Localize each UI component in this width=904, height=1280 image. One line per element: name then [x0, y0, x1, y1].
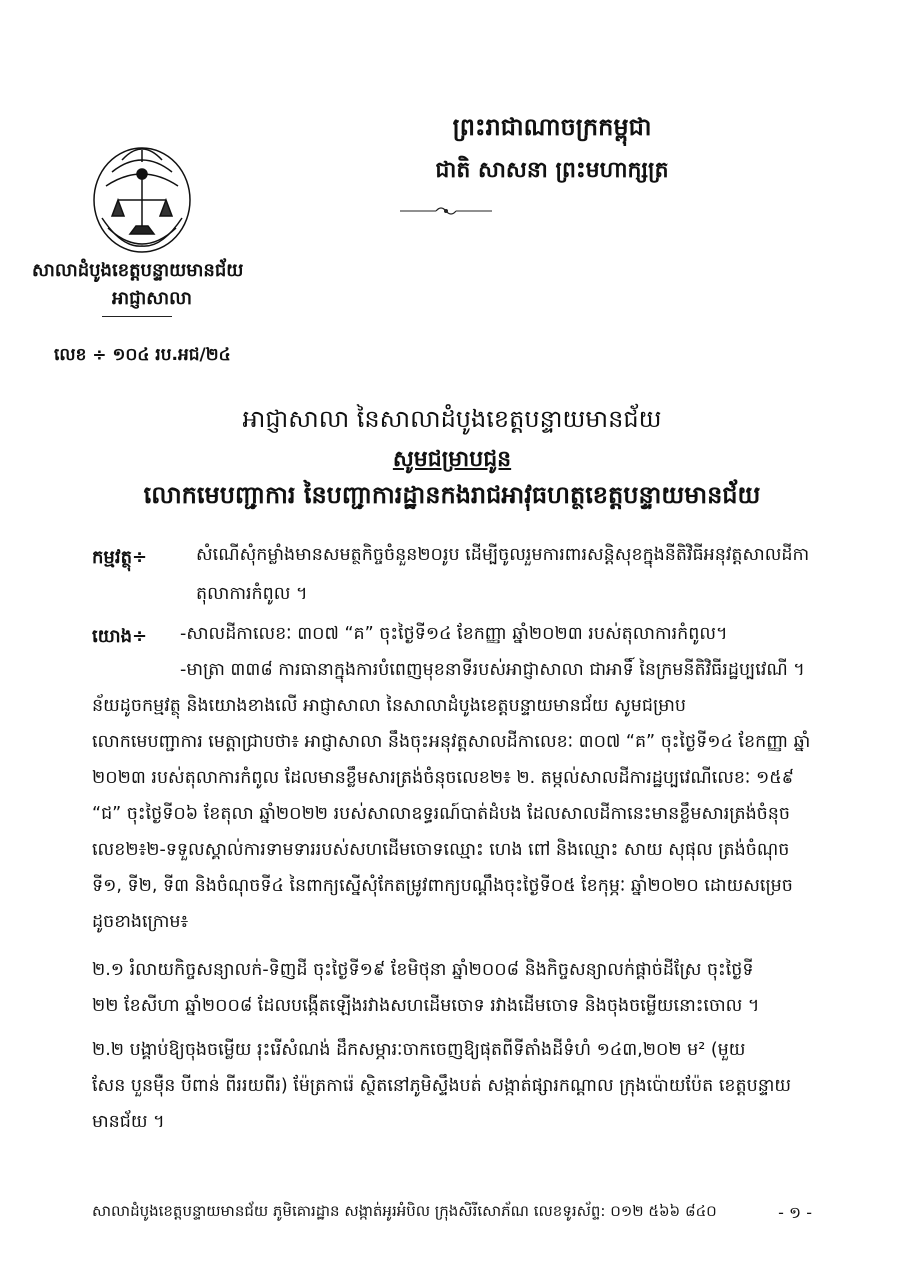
subject-label: កម្មវត្ថុ÷	[92, 547, 148, 568]
reference-label: យោង÷	[92, 626, 148, 647]
footer-address: សាលាដំបូងខេត្តបន្ទាយមានជ័យ ភូមិគោរដ្ឋាន សង្កាត់អូរអំបិល ក្រុងសិរីសោភ័ណ លេខទូរស័ព្ទ: ០១២ ៥៦៦ ៨៤០	[92, 1202, 717, 1220]
document-number: លេខ ÷ ១០៤ រប.អជ/២៤	[54, 345, 231, 365]
body-line: ២២ ខែសីហា ឆ្នាំ២០០៨ ដែលបង្កើតឡើងរវាងសហដើមចោទ រវាងដើមចោទ និងចុងចម្លើយនោះចោល ។	[92, 996, 760, 1016]
reference-item-2: -មាត្រា ៣៣៨ ការធានាក្នុងការបំពេញមុខនាទីរបស់អាជ្ញាសាលា ជាអាទិ៍ នៃក្រមនីតិវិធីរដ្ឋប្បវេណី ។	[180, 660, 805, 680]
ornament-divider-icon	[400, 204, 492, 218]
body-line: លោកមេបញ្ជាការ មេត្តាជ្រាបថា៖ អាជ្ញាសាលា នឹងចុះអនុវត្តសាលដីកាលេខៈ ៣០៧ “គ” ចុះថ្ងៃទី១៤ ខែកញ្ញា ឆ្នាំ	[92, 732, 811, 752]
court-emblem-icon	[82, 138, 202, 258]
reference-item-1: -សាលដីកាលេខៈ ៣០៧ “គ” ចុះថ្ងៃទី១៤ ខែកញ្ញា ឆ្នាំ២០២៣ របស់តុលាការកំពូល។	[180, 624, 728, 644]
national-motto: ជាតិ សាសនា ព្រះមហាក្សត្រ	[435, 158, 669, 183]
body-line: លេខ២៖២-ទទួលស្គាល់ការទាមទាររបស់សហដើមចោទឈ្មោះ ហេង ពៅ និងឈ្មោះ សាយ សុផុល ត្រង់ចំណុច	[92, 840, 790, 860]
court-name: សាលាដំបូងខេត្តបន្ទាយមានជ័យ	[32, 260, 244, 281]
body-line: ដូចខាងក្រោម៖	[92, 912, 189, 932]
body-line: មានជ័យ ។	[92, 1112, 165, 1132]
salutation: សូមជម្រាបជូន	[392, 447, 512, 472]
office-name: អាជ្ញាសាលា	[112, 288, 192, 309]
divider	[102, 316, 172, 317]
subject-line-2: តុលាការកំពូល ។	[196, 584, 308, 604]
subject-line-1: សំណើសុំកម្លាំងមានសមត្ថកិច្ចចំនួន២០រូប ដើម្បីចូលរួមការពារសន្តិសុខក្នុងនីតិវិធីអនុវត្តសាលដីកា	[196, 545, 810, 565]
body-line: ២០២៣ របស់តុលាការកំពូល ដែលមានខ្លឹមសារត្រង់ចំនុចលេខ២៖ ២. តម្កល់សាលដីការដ្ឋប្បវេណីលេខៈ ១៥៩	[92, 768, 794, 788]
body-line: ទី១, ទី២, ទី៣ និងចំណុចទី៤ នៃពាក្យស្នើសុំកែតម្រូវពាក្យបណ្ដឹងចុះថ្ងៃទី០៥ ខែកុម្ភៈ ឆ្នាំ២០២០ ដោយសម្រេច	[92, 876, 793, 896]
body-line: ២.២ បង្គាប់ឱ្យចុងចម្លើយ រុះរើសំណង់ ដឹកសម្ភារៈចាកចេញឱ្យផុតពីទីតាំងដីទំហំ ១៤៣,២០២ ម² (មួយ	[92, 1040, 746, 1060]
page-number: - ១ -	[778, 1203, 812, 1222]
body-line: “ជ” ចុះថ្ងៃទី០៦ ខែតុលា ឆ្នាំ២០២២ របស់សាលាឧទ្ធរណ៍បាត់ដំបង ដែលសាលដីកានេះមានខ្លឹមសារត្រង់ចំនុច	[92, 804, 791, 824]
sender-line: អាជ្ញាសាលា នៃសាលាដំបូងខេត្តបន្ទាយមានជ័យ	[242, 405, 662, 433]
recipient-line: លោកមេបញ្ជាការ នៃបញ្ជាការដ្ឋានកងរាជអាវុធហត្ថខេត្តបន្ទាយមានជ័យ	[143, 481, 761, 509]
body-line: ន័យដូចកម្មវត្ថុ និងយោងខាងលើ អាជ្ញាសាលា នៃសាលាដំបូងខេត្តបន្ទាយមានជ័យ សូមជម្រាប	[92, 696, 686, 716]
kingdom-title: ព្រះរាជាណាចក្រកម្ពុជា	[452, 113, 652, 141]
body-line: ២.១ រំលាយកិច្ចសន្យាលក់-ទិញដី ចុះថ្ងៃទី១៩ ខែមិថុនា ឆ្នាំ២០០៨ និងកិច្ចសន្យាលក់ផ្ដាច់ដីស្រែ ចុះថ្ងៃទី	[92, 960, 754, 980]
body-line: សែន បួនម៉ឺន បីពាន់ ពីររយពីរ) ម៉ែត្រការ៉េ ស្ថិតនៅភូមិស្ទឹងបត់ សង្កាត់ផ្សារកណ្ដាល ក្រុងប៉ោយប៉ែត ខេត្តបន្ទាយ	[92, 1076, 792, 1096]
